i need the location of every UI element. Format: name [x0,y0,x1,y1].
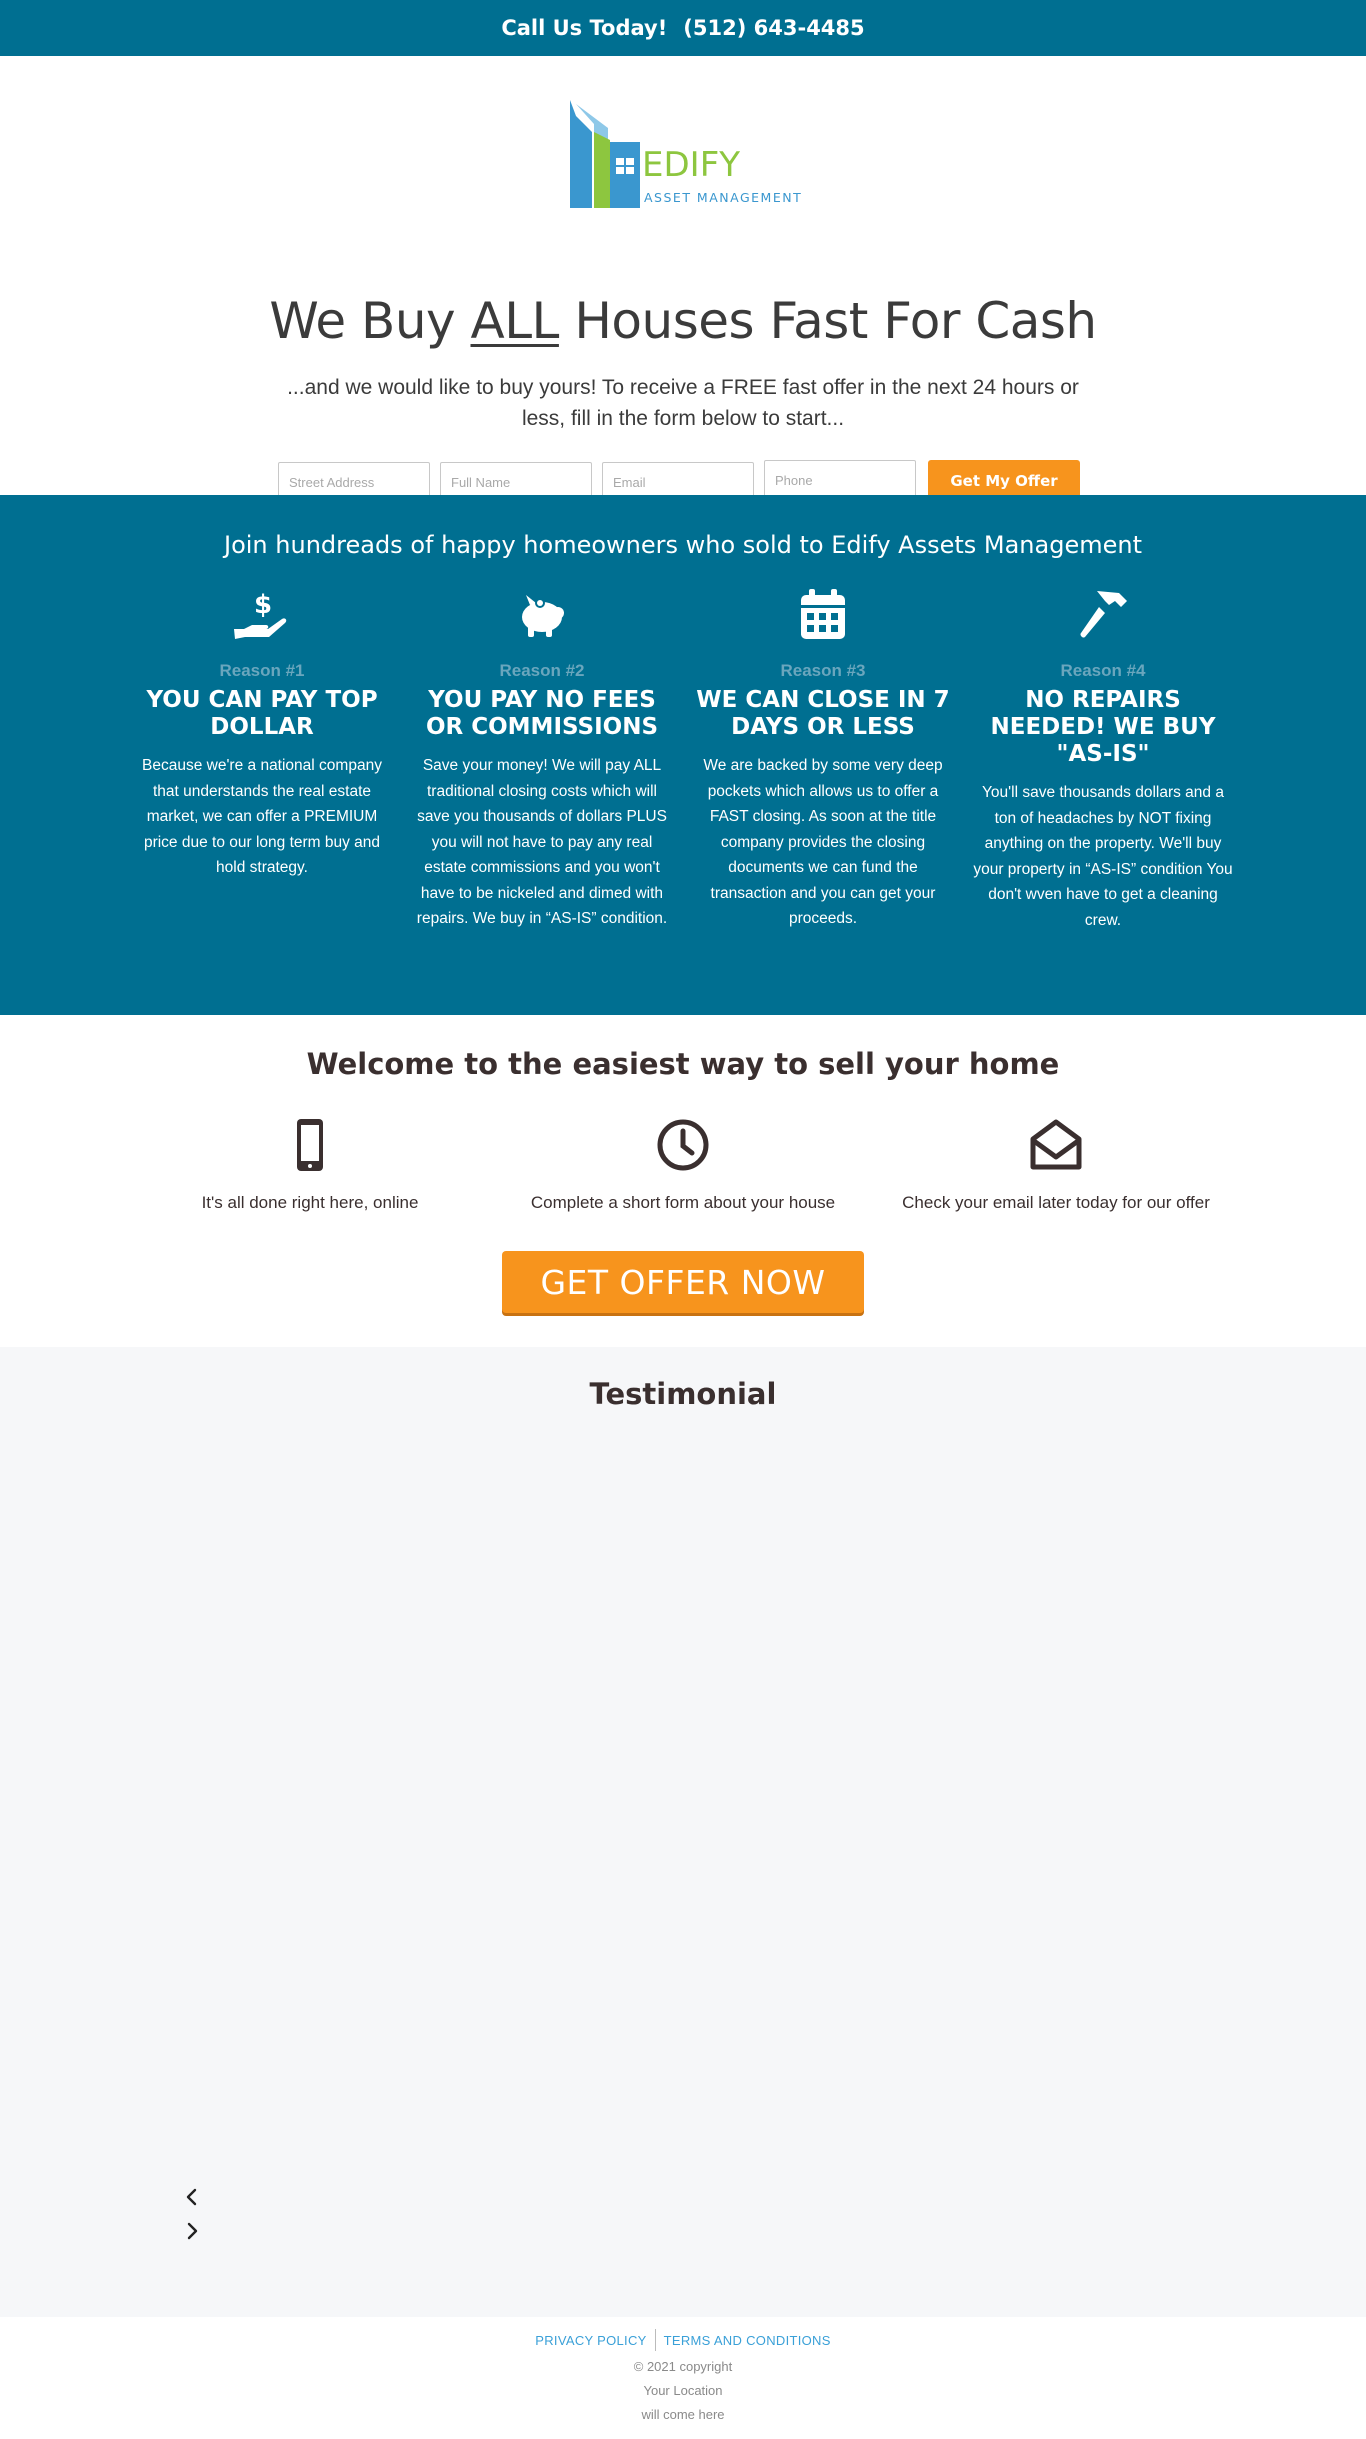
privacy-policy-link[interactable]: PRIVACY POLICY [535,2332,647,2348]
hand-dollar-icon [232,585,292,645]
reason-card [132,585,392,881]
reasons-title: Join hundreads of happy homeowners who sold to Edify Assets Management [224,531,1142,559]
logo-tagline: ASSET MANAGEMENT [644,190,803,205]
footer-links [0,2329,1366,2351]
envelope-open-icon [1026,1115,1086,1175]
house-logo-icon [568,98,808,210]
chevron-right-icon [185,2222,199,2240]
chevron-left-icon [185,2188,199,2206]
welcome-title: Welcome to the easiest way to sell your home [306,1047,1060,1081]
reason-heading: NO REPAIRS NEEDED! WE BUY "AS-IS" [990,687,1216,767]
hero-title: We Buy ALL Houses Fast For Cash [269,292,1097,350]
call-label: Call Us Today! [501,16,668,40]
copyright-text: © 2021 copyright [633,2359,733,2374]
reason-card [973,585,1233,933]
footer [0,2317,1366,2439]
reasons-section [0,495,1366,1015]
get-offer-now-button[interactable]: GET OFFER NOW [502,1251,864,1313]
step-card [125,1115,495,1213]
reason-description: Because we're a national company that understands the real estate market, we can offer a PREMIUM price due to our long term buy and hold strategy. [142,757,382,876]
reason-heading: YOU CAN PAY TOP DOLLAR [146,687,378,740]
reason-heading: YOU PAY NO FEES OR COMMISSIONS [425,687,659,740]
step-text: Check your email later today for our offer [902,1193,1210,1212]
top-call-bar [0,0,1366,56]
clock-icon [653,1115,713,1175]
step-text: Complete a short form about your house [530,1193,836,1212]
step-card [871,1115,1241,1213]
smartphone-icon [280,1115,340,1175]
piggy-bank-icon [512,585,572,645]
svg-text:$: $ [254,590,273,620]
reason-number: Reason #4 [1060,661,1146,680]
step-text: It's all done right here, online [201,1193,419,1212]
reason-card [412,585,672,932]
carousel-prev-button[interactable] [182,2187,202,2207]
hero-subtitle: ...and we would like to buy yours! To receive a FREE fast offer in the next 24 hours or less, fill in the form below to start... [287,376,1079,430]
calendar-icon [793,585,853,645]
edify-logo[interactable] [568,98,808,210]
reason-description: Save your money! We will pay ALL traditional closing costs which will save you thousands of dollars PLUS you will not have to pay any real estate commissions and you won't have to be nickeled and dimed with repairs. We buy in “AS-IS” condition. [416,757,668,927]
location-line-2: will come here [641,2407,725,2422]
welcome-section [0,1015,1366,1347]
reason-description: You'll save thousands dollars and a ton of headaches by NOT fixing anything on the property. We'll buy your property in “AS-IS” condition You don't wven have to get a cleaning crew. [973,784,1233,929]
step-card [498,1115,868,1213]
location-line-1: Your Location [643,2383,723,2398]
hero-title-emphasis: ALL [470,292,559,350]
hero-section [0,56,1366,495]
phone-input[interactable] [764,460,916,500]
reason-number: Reason #3 [780,661,866,680]
logo-wordmark: EDIFY [642,145,741,185]
terms-link[interactable]: TERMS AND CONDITIONS [663,2332,831,2348]
testimonial-title: Testimonial [589,1377,777,1411]
phone-number-link[interactable]: (512) 643-4485 [683,16,865,40]
reason-card [693,585,953,932]
reason-description: We are backed by some very deep pockets which allows us to offer a FAST closing. As soon at the title company provides the closing documents we can fund the transaction and you can get your proceeds. [703,757,943,927]
carousel-next-button[interactable] [182,2221,202,2241]
get-my-offer-button[interactable]: Get My Offer [928,460,1080,502]
reason-number: Reason #2 [499,661,585,680]
testimonial-section [0,1347,1366,2317]
reason-number: Reason #1 [219,661,305,680]
reason-heading: WE CAN CLOSE IN 7 DAYS OR LESS [696,687,950,740]
hammer-icon [1073,585,1133,645]
